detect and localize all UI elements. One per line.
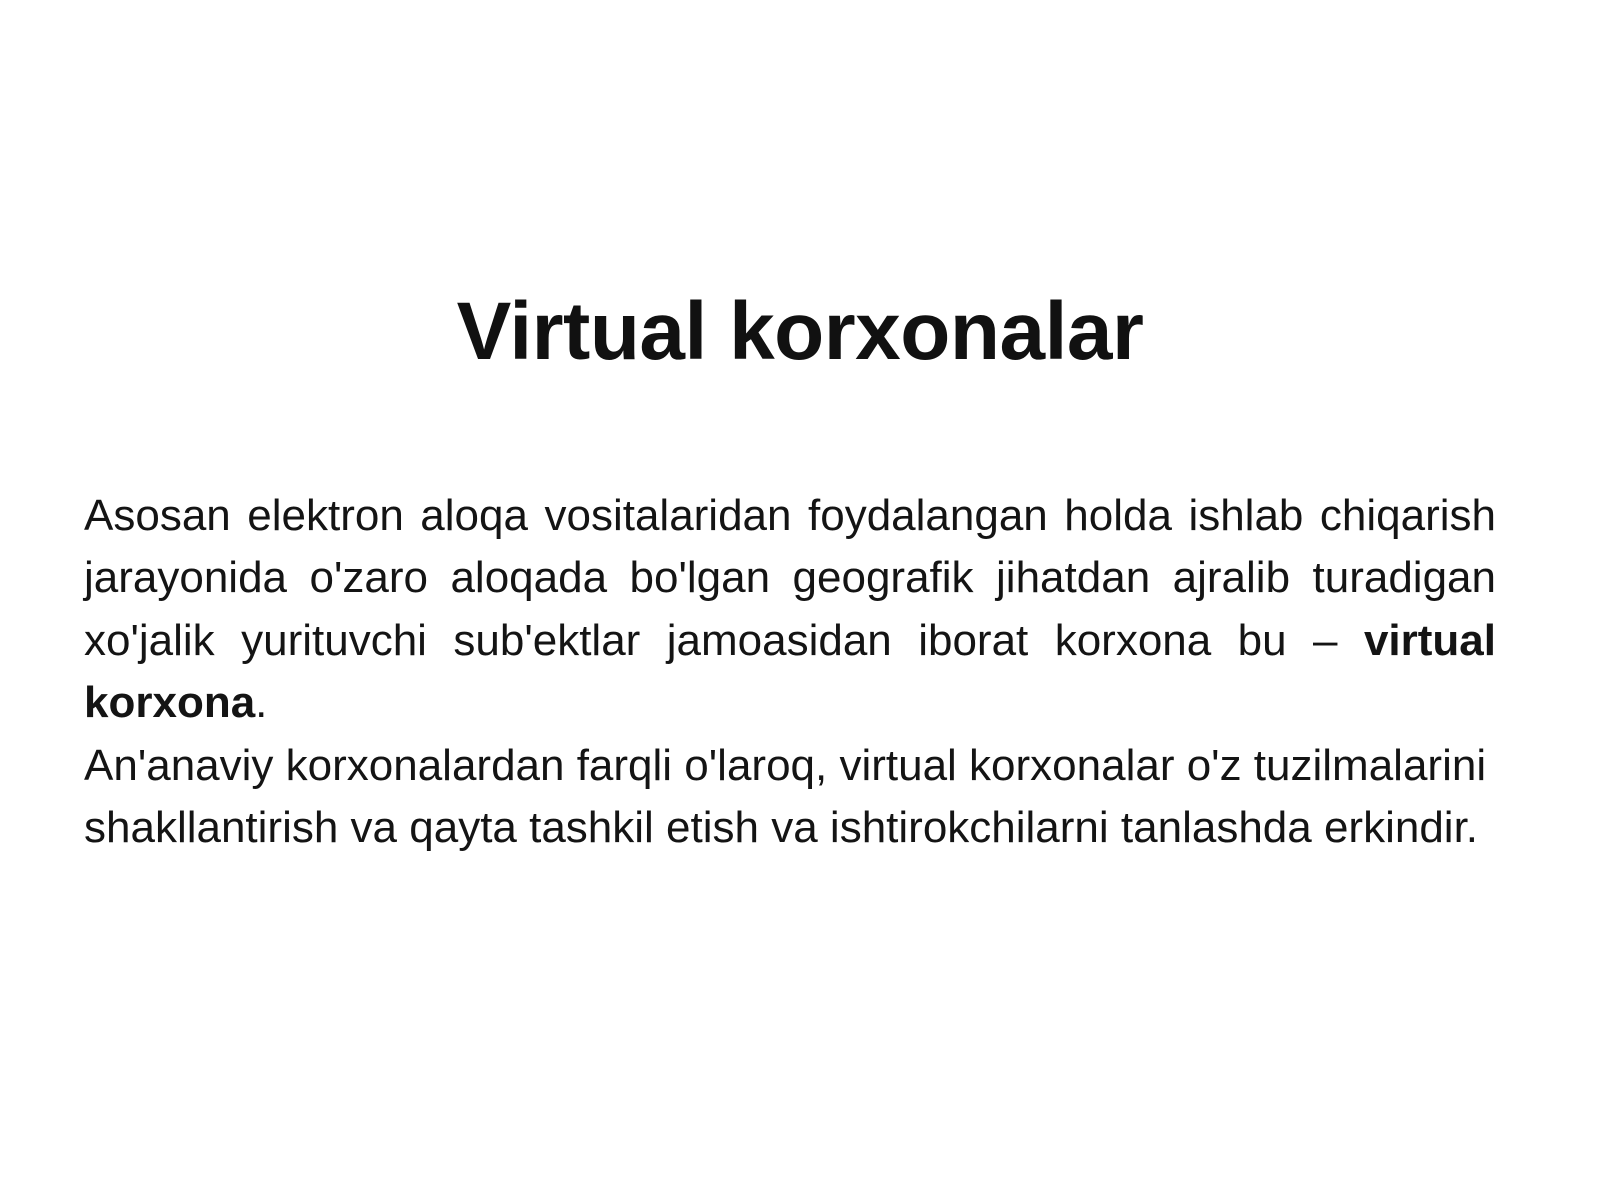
paragraph-definition-tail: . bbox=[255, 678, 268, 728]
slide-body bbox=[84, 485, 1496, 860]
paragraph-definition-lead: Asosan elektron aloqa vositalaridan foydalangan holda ishlab chiqarish jarayonida o'zaro aloqada bo'lgan geografik jihatdan ajralib turadigan xo'jalik yurituvchi sub'ektlar jamoasidan iborat korxona bu – bbox=[84, 491, 1496, 665]
paragraph-definition-emphasis: virtual korxona bbox=[84, 615, 1496, 728]
paragraph-comparison: An'anaviy korxonalardan farqli o'laroq, virtual korxonalar o'z tuzilmalarini shakllantirish va qayta tashkil etish va ishtirokchilarni tanlashda erkindir. bbox=[84, 740, 1487, 853]
paragraph-definition bbox=[84, 485, 1496, 735]
page-title: Virtual korxonalar bbox=[456, 285, 1144, 377]
